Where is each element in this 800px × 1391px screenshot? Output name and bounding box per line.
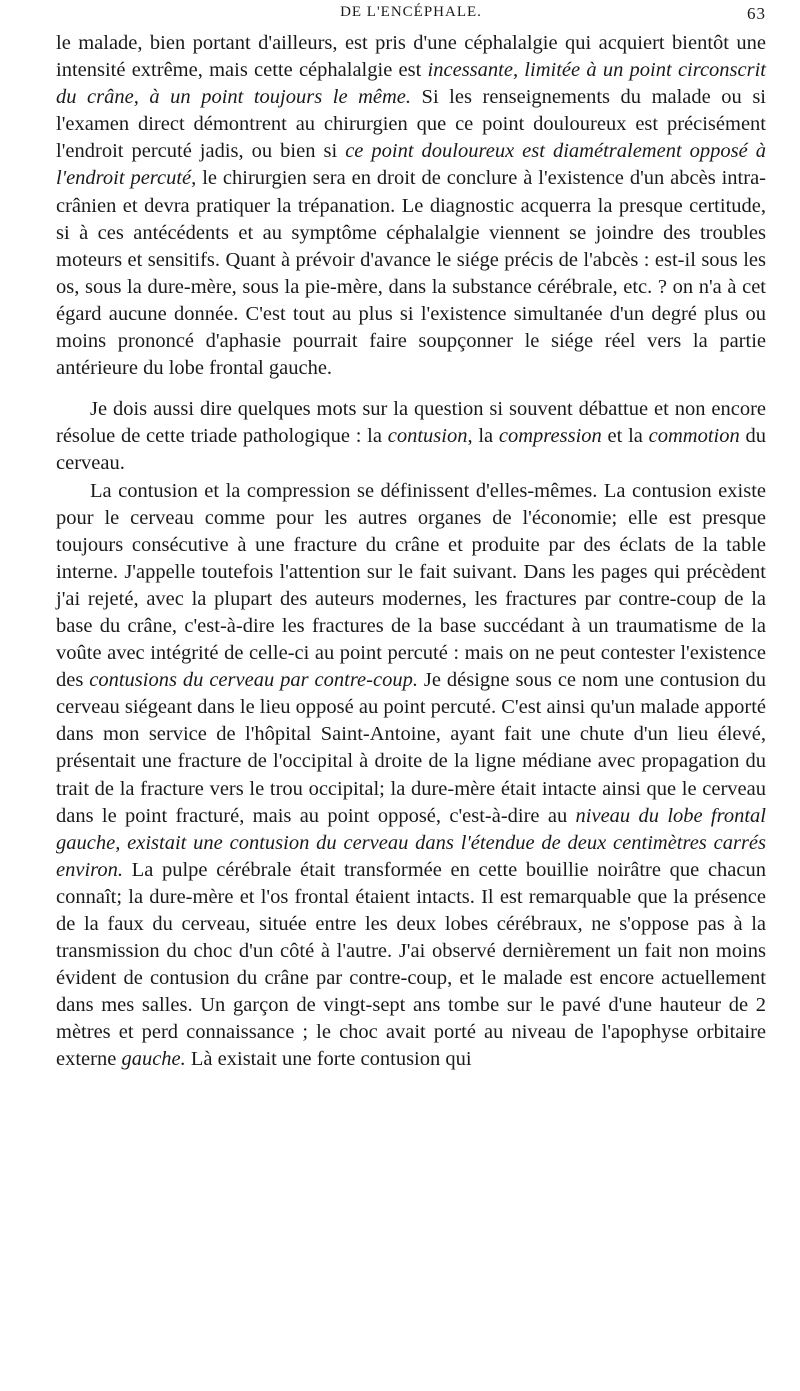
text-run: Si les renseignements du malade ou si l'examen direct démontrent au chirurgien que ce point douloureux est précisément l'endroit percuté jadis, ou bien si xyxy=(56,86,767,163)
italic-run: contusion xyxy=(387,425,468,448)
italic-run: niveau du lobe frontal gauche, existait une contusion du cerveau dans l'étendue de deux centimètres carrés environ. xyxy=(56,804,766,881)
body-text xyxy=(56,30,766,1074)
page-number: 63 xyxy=(747,4,766,23)
text-run: Là existait une forte contusion qui xyxy=(185,1048,472,1071)
paragraph-1 xyxy=(56,30,766,382)
italic-run: commotion xyxy=(648,425,740,448)
text-run: , la xyxy=(467,425,499,448)
italic-run: ce point douloureux est diamétralement opposé à l'endroit percuté, xyxy=(56,140,766,190)
text-run: le malade, bien portant d'ailleurs, est pris d'une céphalalgie qui acquiert bientôt une intensité extrême, mais cette céphalalgie est xyxy=(56,32,766,82)
italic-run: gauche. xyxy=(121,1048,186,1071)
paragraph-3 xyxy=(56,478,766,1074)
text-run: Je dois aussi dire quelques mots sur la question si souvent débattue et non encore résolue de cette triade pathologique : la xyxy=(56,398,766,448)
text-run: du cerveau. xyxy=(56,425,767,475)
italic-run: contusions du cerveau par contre-coup. xyxy=(89,669,418,692)
text-run: le chirurgien sera en droit de conclure à l'existence d'un abcès intra-crânien et devra pratiquer la trépanation. Le diagnostic acquerra la presque certitude, si à ces antécédents et au symptôme céphalalgie viennent se joindre des troubles moteurs et sensitifs. Quant à prévoir d'avance le siége précis de l'abcès : est-il sous les os, sous la dure-mère, sous la pie-mère, dans la substance cérébrale, etc. ? on n'a à cet égard aucune donnée. C'est tout au plus si l'existence simultanée d'un degré plus ou moins prononcé d'aphasie pourrait faire soupçonner le siége réel vers la partie antérieure du lobe frontal gauche. xyxy=(56,167,766,380)
text-run: et la xyxy=(601,425,649,448)
italic-run: compression xyxy=(498,425,602,448)
paragraph-2 xyxy=(56,396,766,477)
italic-run: incessante, limitée à un point circonscrit du crâne, à un point toujours le même. xyxy=(56,59,766,109)
text-run: La contusion et la compression se définissent d'elles-mêmes. La contusion existe pour le cerveau comme pour les autres organes de l'économie; elle est presque toujours consécutive à une fracture du crâne et produite par des éclats de la table interne. J'appelle toutefois l'attention sur le fait suivant. Dans les pages qui précèdent j'ai rejeté, avec la plupart des auteurs modernes, les fractures par contre-coup de la base du crâne, c'est-à-dire les fractures de la base succédant à un traumatisme de la voûte avec intégrité de celle-ci au point percuté : mais on ne peut contester l'existence des xyxy=(56,479,766,692)
running-title: DE L'ENCÉPHALE. xyxy=(340,4,482,20)
running-head xyxy=(56,4,766,28)
text-run: Je désigne sous ce nom une contusion du cerveau siégeant dans le lieu opposé au point percuté. C'est ainsi qu'un malade apporté dans mon service de l'hôpital Saint-Antoine, ayant fait une chute d'un lieu élevé, présentait une fracture de l'occipital à droite de la ligne médiane avec propagation du trait de la fracture vers le trou occipital; la dure-mère était intacte ainsi que le cerveau dans le point fracturé, mais au point opposé, c'est-à-dire au xyxy=(56,669,766,827)
text-run: La pulpe cérébrale était transformée en cette bouillie noirâtre que chacun connaît; la dure-mère et l'os frontal étaient intacts. Il est remarquable que la présence de la faux du cerveau, située entre les deux lobes cérébraux, ne s'oppose pas à la transmission du choc d'un côté à l'autre. J'ai observé dernièrement un fait non moins évident de contusion du crâne par contre-coup, et le malade est encore actuellement dans mes salles. Un garçon de vingt-sept ans tombe sur le pavé d'une hauteur de 2 mètres et perd connaissance ; le choc avait porté au niveau de l'apophyse orbitaire externe xyxy=(56,858,766,1071)
